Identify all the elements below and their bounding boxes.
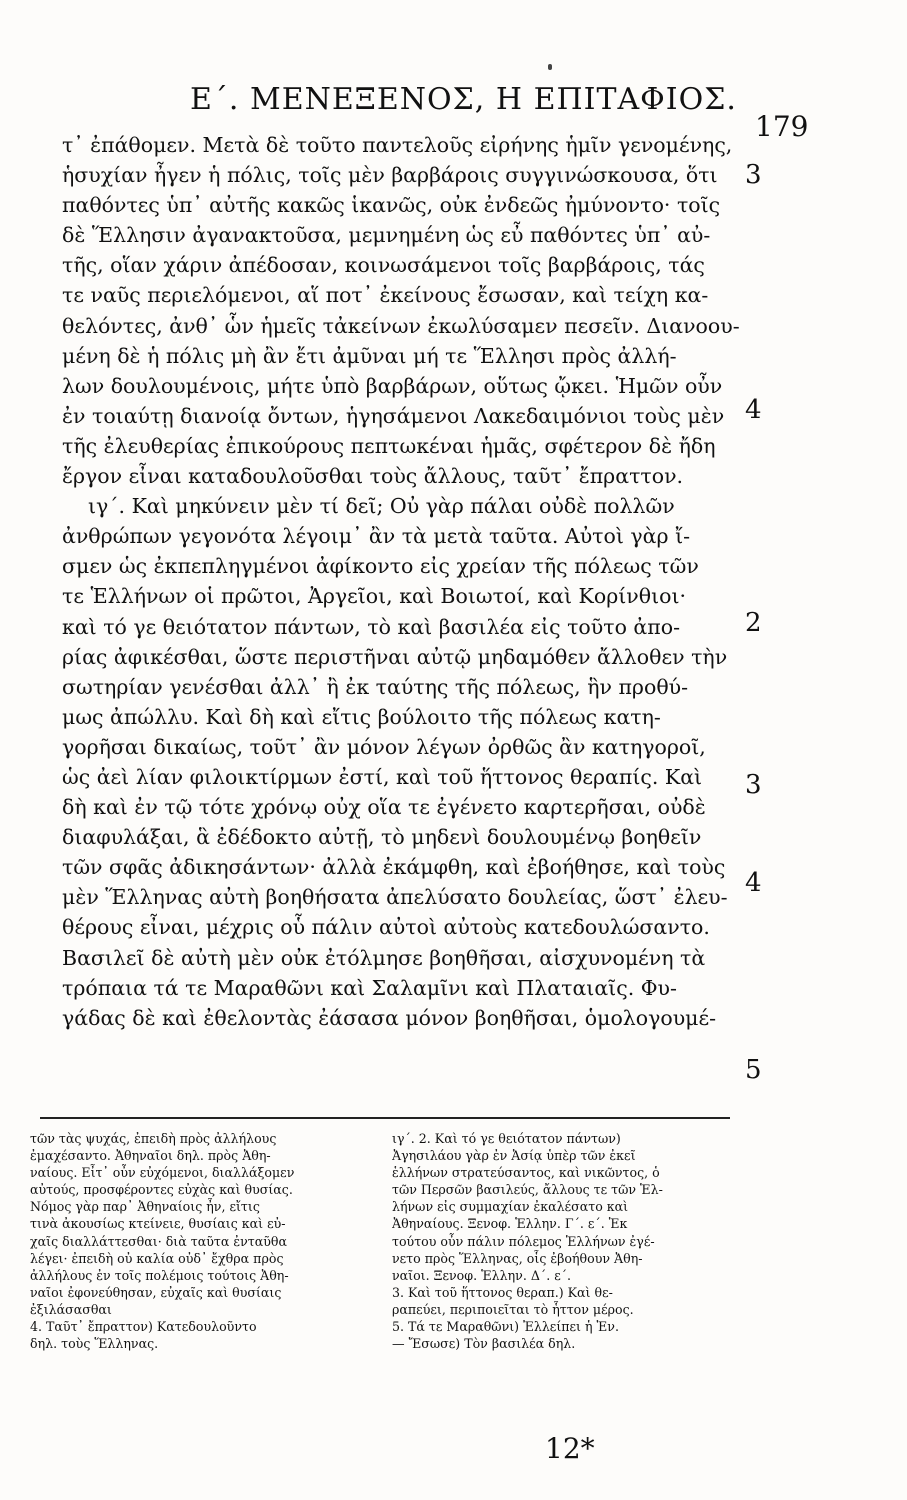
footnote-line: Ἀγησιλάου γὰρ ἐν Ἀσίᾳ ὑπὲρ τῶν ἐκεῖ	[392, 1148, 636, 1164]
text-line: ἔργον εἶναι καταδουλοῦσθαι τοὺς ἄλλους, ταῦτ᾽ ἔπραττον.	[62, 464, 684, 489]
text-line: τε ναῦς περιελόμενοι, αἵ ποτ᾽ ἐκείνους ἔσωσαν, καὶ τείχη κα-	[62, 283, 709, 308]
footnote-line: ἀλλήλους ἐν τοῖς πολέμοις τούτοις Ἀθη-	[30, 1267, 289, 1283]
text-line: ἡσυχίαν ἦγεν ἡ πόλις, τοῖς μὲν βαρβάροις συγγινώσκουσα, ὅτι	[62, 163, 718, 188]
footnote-line: ἑλλήνων στρατεύσαντος, καὶ νικῶντος, ὁ	[392, 1165, 660, 1181]
footnote-line: λήνων εἰς συμμαχίαν ἐκαλέσατο καὶ	[392, 1199, 629, 1215]
footnote-line: ναῖοι. Ξενοφ. Ἑλλην. Δ΄. ε΄.	[392, 1267, 572, 1283]
text-line: ρίας ἀφικέσθαι, ὥστε περιστῆναι αὐτῷ μηδαμόθεν ἄλλοθεν τὴν	[62, 644, 728, 669]
main-text	[62, 130, 740, 1033]
text-line: τρόπαια τά τε Μαραθῶνι καὶ Σαλαμῖνι καὶ Πλαταιαῖς. Φυ-	[62, 975, 677, 1000]
text-line: τ᾽ ἐπάθομεν. Μετὰ δὲ τοῦτο παντελοῦς εἰρήνης ἡμῖν γενομένης,	[62, 133, 733, 157]
footnote-line: ναῖοι ἐφονεύθησαν, εὐχαῖς καὶ θυσίαις	[30, 1284, 282, 1300]
footnote-line: ραπεύει, περιποιεῖται τὸ ἧττον μέρος.	[392, 1301, 634, 1317]
text-line: διαφυλάξαι, ἃ ἐδέδοκτο αὐτῇ, τὸ μηδενὶ δουλουμένῳ βοηθεῖν	[62, 825, 702, 850]
text-line: γορῆσαι δικαίως, τοῦτ᾽ ἂν μόνον λέγων ὀρθῶς ἂν κατηγοροῖ,	[62, 734, 706, 759]
footnote-line: χαῖς διαλλάττεσθαι· διὰ ταῦτα ἐνταῦθα	[30, 1233, 287, 1249]
margin-section-number: 3	[745, 160, 762, 190]
footnote-line: τούτου οὖν πάλιν πόλεμος Ἑλλήνων ἐγέ-	[392, 1233, 655, 1249]
text-line: μένη δὲ ἡ πόλις μὴ ἂν ἔτι ἀμῦναι μή τε Ἕλλησι πρὸς ἀλλή-	[62, 343, 677, 368]
footnote-line: Νόμος γὰρ παρ᾽ Ἀθηναίοις ἦν, εἴτις	[30, 1199, 260, 1215]
text-line: ὡς ἀεὶ λίαν φιλοικτίρμων ἐστί, καὶ τοῦ ἥττονος θεραπίς. Καὶ	[62, 764, 703, 789]
text-line: γάδας δὲ καὶ ἐθελοντὰς ἐάσασα μόνον βοηθῆσαι, ὁμολογουμέ-	[62, 1005, 717, 1030]
footnote-line: — Ἔσωσε) Τὸν βασιλέα δηλ.	[392, 1336, 576, 1352]
footnote-line: 4. Ταῦτ᾽ ἔπραττον) Κατεδουλοῦντο	[30, 1319, 257, 1335]
footnote-line: νετο πρὸς Ἕλληνας, οἷς ἐβοήθουν Ἀθη-	[392, 1250, 643, 1266]
text-line: δὲ Ἕλλησιν ἀγανακτοῦσα, μεμνημένη ὡς εὖ παθόντες ὑπ᾽ αὐ-	[62, 223, 711, 248]
text-line: δὴ καὶ ἐν τῷ τότε χρόνῳ οὐχ οἵα τε ἐγένετο καρτερῆσαι, οὐδὲ	[62, 795, 706, 820]
text-line: θελόντες, ἀνθ᾽ ὧν ἡμεῖς τἀκείνων ἐκωλύσαμεν πεσεῖν. Διανοου-	[62, 313, 740, 338]
section-start-line: ιγ΄. Καὶ μηκύνειν μὲν τί δεῖ; Οὐ γὰρ πάλαι οὐδὲ πολλῶν	[88, 494, 675, 519]
page-number: 179	[755, 110, 809, 143]
text-line: τε Ἑλλήνων οἱ πρῶτοι, Ἀργεῖοι, καὶ Βοιωτοί, καὶ Κορίνθιοι·	[62, 584, 687, 609]
margin-section-number: 5	[745, 1055, 762, 1085]
footnote-line: ἐμαχέσαντο. Ἀθηναῖοι δηλ. πρὸς Ἀθη-	[30, 1148, 271, 1164]
footnote-divider	[40, 1117, 730, 1119]
text-line: τῶν σφᾶς ἀδικησάντων· ἀλλὰ ἐκάμφθη, καὶ ἐβοήθησε, καὶ τοὺς	[62, 855, 726, 880]
text-line: παθόντες ὑπ᾽ αὐτῆς κακῶς ἱκανῶς, οὐκ ἐνδεῶς ἠμύνοντο· τοῖς	[62, 193, 721, 218]
footnotes-right-column	[392, 1130, 737, 1352]
text-line: μως ἀπώλλυ. Καὶ δὴ καὶ εἴτις βούλοιτο τῆς πόλεως κατη-	[62, 704, 661, 729]
text-line: θέρους εἶναι, μέχρις οὗ πάλιν αὐτοὶ αὐτοὺς κατεδουλώσαντο.	[62, 915, 710, 940]
footnote-line: δηλ. τοὺς Ἕλληνας.	[30, 1336, 159, 1352]
margin-section-number: 4	[745, 868, 762, 898]
footnote-line: ιγ΄. 2. Καὶ τό γε θειότατον πάντων)	[392, 1131, 621, 1146]
text-line: μὲν Ἕλληνας αὐτὴ βοηθήσατα ἀπελύσατο δουλείας, ὥστ᾽ ἐλευ-	[62, 885, 728, 910]
text-line: σωτηρίαν γενέσθαι ἀλλ᾽ ἢ ἐκ ταύτης τῆς πόλεως, ἣν προθύ-	[62, 674, 689, 699]
footnote-line: λέγει· ἐπειδὴ οὐ καλία οὐδ᾽ ἔχθρα πρὸς	[30, 1250, 284, 1266]
footnote-line: ἐξιλάσασθαι	[30, 1301, 112, 1317]
footnote-line: τῶν Περσῶν βασιλεύς, ἄλλους τε τῶν Ἑλ-	[392, 1182, 663, 1198]
margin-section-number: 4	[745, 395, 762, 425]
text-line: τῆς, οἵαν χάριν ἀπέδοσαν, κοινωσάμενοι τοῖς βαρβάροις, τάς	[62, 253, 705, 278]
footnote-line: 3. Καὶ τοῦ ἥττονος θεραπ.) Καὶ θε-	[392, 1284, 613, 1300]
text-line: ἀνθρώπων γεγονότα λέγοιμ᾽ ἂν τὰ μετὰ ταῦτα. Αὐτοὶ γὰρ ἴ-	[62, 524, 691, 549]
footnote-line: ναίους. Εἶτ᾽ οὖν εὐχόμενοι, διαλλάξομεν	[30, 1165, 295, 1181]
footnotes-left-column	[30, 1130, 375, 1352]
margin-section-number: 2	[745, 608, 762, 638]
printer-signature: 12*	[545, 1432, 595, 1465]
text-line: Βασιλεῖ δὲ αὐτὴ μὲν οὐκ ἐτόλμησε βοηθῆσαι, αἰσχυνομένη τὰ	[62, 945, 706, 970]
running-header: Ε΄. ΜΕΝΕΞΕΝΟΣ, Η ΕΠΙΤΑΦΙΟΣ.	[190, 82, 737, 117]
footnote-line: Ἀθηναίους. Ξενοφ. Ἑλλην. Γ΄. ε΄. Ἐκ	[392, 1216, 628, 1232]
text-line: λων δουλουμένοις, μήτε ὑπὸ βαρβάρων, οὕτως ᾤκει. Ἡμῶν οὖν	[62, 373, 723, 398]
footnote-line: 5. Τά τε Μαραθῶνι) Ἐλλείπει ἡ Ἐν.	[392, 1319, 619, 1335]
text-line: ἐν τοιαύτῃ διανοίᾳ ὄντων, ἡγησάμενοι Λακεδαιμόνιοι τοὺς μὲν	[62, 403, 725, 428]
text-line: τῆς ἐλευθερίας ἐπικούρους πεπτωκέναι ἡμᾶς, σφέτερον δὲ ἤδη	[62, 433, 716, 458]
margin-section-number: 3	[745, 770, 762, 800]
footnote-line: τῶν τὰς ψυχάς, ἐπειδὴ πρὸς ἀλλήλους	[30, 1131, 277, 1146]
text-line: σμεν ὡς ἐκπεπληγμένοι ἀφίκοντο εἰς χρείαν τῆς πόλεως τῶν	[62, 554, 699, 579]
footnote-line: τινὰ ἀκουσίως κτείνειε, θυσίαις καὶ εὐ-	[30, 1216, 286, 1232]
ink-mark	[548, 64, 552, 70]
footnote-line: αὐτούς, προσφέροντες εὐχὰς καὶ θυσίας.	[30, 1182, 293, 1198]
text-line: καὶ τό γε θειότατον πάντων, τὸ καὶ βασιλέα εἰς τοῦτο ἀπο-	[62, 614, 681, 639]
